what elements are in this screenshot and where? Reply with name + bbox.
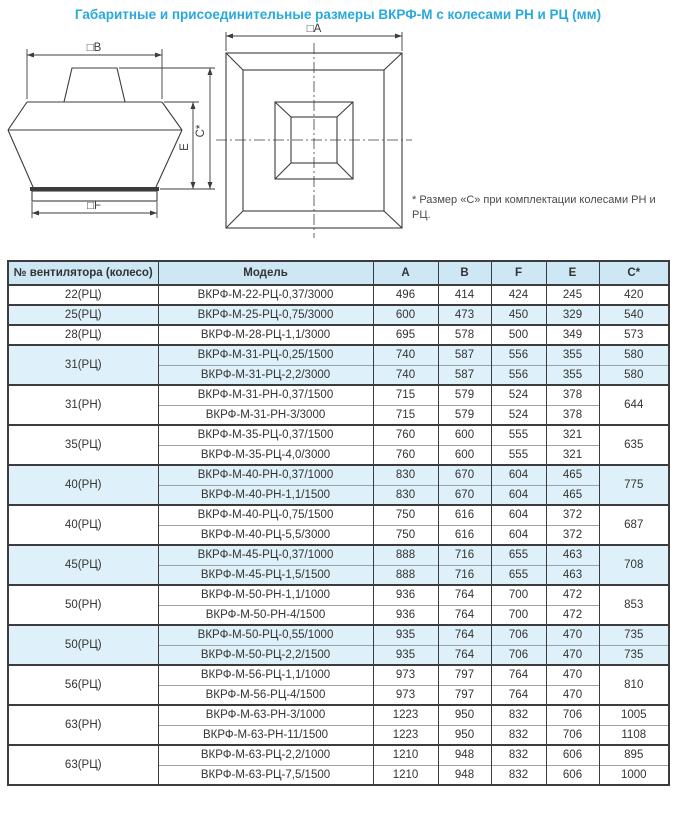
table-row [8,585,669,605]
dim-b-cell: 716 [438,545,491,565]
page-title: Габаритные и присоединительные размеры ВКРФ-М с колесами РН и РЦ (мм) [74,7,602,22]
model-cell: ВКРФ-М-50-РН-4/1500 [158,605,373,625]
dim-e-cell: 245 [546,285,599,305]
dim-e-cell: 378 [546,385,599,405]
table-row [8,425,669,445]
dim-f-cell: 604 [491,465,546,485]
dim-a-cell: 760 [373,425,438,445]
dim-label-a: □A [306,23,322,35]
table-row [8,305,669,325]
model-cell: ВКРФ-М-45-РЦ-0,37/1000 [158,545,373,565]
footnote: * Размер «С» при комплектации колесами РН и РЦ. [412,194,656,221]
dim-label-e: E [179,143,191,151]
model-cell: ВКРФ-М-35-РЦ-4,0/3000 [158,445,373,465]
model-cell: ВКРФ-М-45-РЦ-1,5/1500 [158,565,373,585]
dim-b-cell: 764 [438,585,491,605]
dim-a-cell: 973 [373,665,438,685]
dim-a-cell: 715 [373,385,438,405]
dim-b-cell: 950 [438,705,491,725]
dim-b-cell: 797 [438,685,491,705]
dim-b-cell: 950 [438,725,491,745]
motor-cap-outline [64,68,125,102]
dim-c-cell: 644 [599,385,669,425]
model-cell: ВКРФ-М-31-РН-3/3000 [158,405,373,425]
dim-f-cell: 604 [491,485,546,505]
dim-b-cell: 414 [438,285,491,305]
dim-f-cell: 500 [491,325,546,345]
dim-c-cell: 420 [599,285,669,305]
model-cell: ВКРФ-М-50-РЦ-2,2/1500 [158,645,373,665]
dim-e-cell: 372 [546,505,599,525]
dim-a-cell: 935 [373,625,438,645]
dim-b-cell: 716 [438,565,491,585]
dim-b-cell: 670 [438,465,491,485]
dim-e-cell: 470 [546,625,599,645]
dim-b-cell: 764 [438,605,491,625]
dim-b-cell: 764 [438,645,491,665]
dim-a-cell: 600 [373,305,438,325]
dim-f-cell: 706 [491,625,546,645]
dim-b-cell: 797 [438,665,491,685]
dim-c-cell: 687 [599,505,669,545]
dim-f-cell: 524 [491,385,546,405]
dimension-c [119,68,215,189]
dim-c-cell: 573 [599,325,669,345]
dim-f-cell: 700 [491,605,546,625]
model-cell: ВКРФ-М-31-РН-0,37/1500 [158,385,373,405]
dim-a-cell: 936 [373,605,438,625]
dim-a-cell: 760 [373,445,438,465]
dim-f-cell: 655 [491,565,546,585]
model-cell: ВКРФ-М-56-РЦ-4/1500 [158,685,373,705]
dim-f-cell: 524 [491,405,546,425]
dim-f-cell: 556 [491,345,546,365]
dim-a-cell: 830 [373,465,438,485]
dim-f-cell: 764 [491,665,546,685]
model-cell: ВКРФ-М-63-РН-3/1000 [158,705,373,725]
dimension-b [27,42,162,99]
dim-c-cell: 580 [599,365,669,385]
dim-e-cell: 606 [546,745,599,765]
dim-e-cell: 463 [546,565,599,585]
wheel-cell: 63(РЦ) [8,745,158,785]
wheel-cell: 50(РН) [8,585,158,625]
model-cell: ВКРФ-М-63-РН-11/1500 [158,725,373,745]
wheel-cell: 25(РЦ) [8,305,158,325]
wheel-cell: 63(РН) [8,705,158,745]
dim-f-cell: 604 [491,505,546,525]
dim-a-cell: 1223 [373,705,438,725]
dim-a-cell: 740 [373,365,438,385]
dim-c-cell: 635 [599,425,669,465]
dim-a-cell: 496 [373,285,438,305]
dim-b-cell: 587 [438,345,491,365]
dim-a-cell: 750 [373,525,438,545]
dim-a-cell: 750 [373,505,438,525]
table-row [8,545,669,565]
table-row [8,325,669,345]
dim-e-cell: 472 [546,605,599,625]
model-cell: ВКРФ-М-31-РЦ-2,2/3000 [158,365,373,385]
table-row [8,625,669,645]
dim-a-cell: 936 [373,585,438,605]
dim-f-cell: 604 [491,525,546,545]
dim-f-cell: 832 [491,745,546,765]
dim-e-cell: 470 [546,645,599,665]
header-wheel: № вентилятора (колесо) [8,261,158,285]
dim-e-cell: 355 [546,345,599,365]
wheel-cell: 28(РЦ) [8,325,158,345]
dim-label-b: □B [86,42,102,54]
model-cell: ВКРФ-М-40-РН-0,37/1000 [158,465,373,485]
dim-e-cell: 465 [546,465,599,485]
dim-c-cell: 810 [599,665,669,705]
model-cell: ВКРФ-М-28-РЦ-1,1/3000 [158,325,373,345]
dim-c-cell: 1000 [599,765,669,785]
dim-f-cell: 832 [491,765,546,785]
wheel-cell: 45(РЦ) [8,545,158,585]
dim-b-cell: 600 [438,445,491,465]
dim-f-cell: 764 [491,685,546,705]
dim-e-cell: 329 [546,305,599,325]
dim-e-cell: 470 [546,685,599,705]
dim-label-f: □F [87,200,101,212]
dim-e-cell: 321 [546,445,599,465]
model-cell: ВКРФ-М-31-РЦ-0,25/1500 [158,345,373,365]
dim-a-cell: 830 [373,485,438,505]
dim-b-cell: 579 [438,405,491,425]
table-row [8,285,669,305]
table-row [8,505,669,525]
header-c: C* [599,261,669,285]
dim-e-cell: 463 [546,545,599,565]
dim-f-cell: 450 [491,305,546,325]
dimension-e [164,102,199,189]
header-f: F [491,261,546,285]
dim-f-cell: 655 [491,545,546,565]
dim-e-cell: 372 [546,525,599,545]
dim-a-cell: 695 [373,325,438,345]
dim-e-cell: 606 [546,765,599,785]
header-model: Модель [158,261,373,285]
table-row [8,465,669,485]
dim-a-cell: 740 [373,345,438,365]
table-row [8,385,669,405]
model-cell: ВКРФ-М-25-РЦ-0,75/3000 [158,305,373,325]
model-cell: ВКРФ-М-40-РЦ-5,5/3000 [158,525,373,545]
dim-f-cell: 706 [491,645,546,665]
dimension-f [32,200,157,218]
dim-c-cell: 853 [599,585,669,625]
dim-c-cell: 1108 [599,725,669,745]
table-row [8,665,669,685]
model-cell: ВКРФ-М-50-РЦ-0,55/1000 [158,625,373,645]
dim-a-cell: 1210 [373,765,438,785]
model-cell: ВКРФ-М-40-РН-1,1/1500 [158,485,373,505]
dim-f-cell: 555 [491,445,546,465]
dim-c-cell: 1005 [599,705,669,725]
model-cell: ВКРФ-М-63-РЦ-2,2/1000 [158,745,373,765]
dim-b-cell: 948 [438,765,491,785]
wheel-cell: 40(РН) [8,465,158,505]
dim-a-cell: 888 [373,545,438,565]
dim-b-cell: 578 [438,325,491,345]
dim-c-cell: 540 [599,305,669,325]
dim-b-cell: 616 [438,505,491,525]
dim-f-cell: 832 [491,705,546,725]
table-row [8,705,669,725]
dim-a-cell: 973 [373,685,438,705]
model-cell: ВКРФ-М-63-РЦ-7,5/1500 [158,765,373,785]
dim-c-cell: 895 [599,745,669,765]
dim-a-cell: 1223 [373,725,438,745]
side-view [8,42,215,218]
dim-f-cell: 424 [491,285,546,305]
wheel-cell: 31(РЦ) [8,345,158,385]
table-header-row [8,261,669,285]
dim-c-cell: 580 [599,345,669,365]
model-cell: ВКРФ-М-22-РЦ-0,37/3000 [158,285,373,305]
header-b: B [438,261,491,285]
dim-f-cell: 555 [491,425,546,445]
dim-a-cell: 888 [373,565,438,585]
dim-label-c: C* [195,124,207,138]
dim-e-cell: 321 [546,425,599,445]
model-cell: ВКРФ-М-50-РН-1,1/1000 [158,585,373,605]
wheel-cell: 50(РЦ) [8,625,158,665]
technical-drawings [0,23,676,238]
dim-c-cell: 735 [599,645,669,665]
dim-a-cell: 935 [373,645,438,665]
dim-e-cell: 378 [546,405,599,425]
dim-b-cell: 670 [438,485,491,505]
dim-b-cell: 764 [438,625,491,645]
dimensions-table [7,260,670,786]
dim-f-cell: 832 [491,725,546,745]
dim-e-cell: 465 [546,485,599,505]
dim-b-cell: 587 [438,365,491,385]
model-cell: ВКРФ-М-35-РЦ-0,37/1500 [158,425,373,445]
dim-b-cell: 600 [438,425,491,445]
dim-c-cell: 708 [599,545,669,585]
dim-b-cell: 948 [438,745,491,765]
table-row [8,345,669,365]
dim-b-cell: 616 [438,525,491,545]
dim-e-cell: 349 [546,325,599,345]
dim-b-cell: 579 [438,385,491,405]
dim-c-cell: 775 [599,465,669,505]
wheel-cell: 56(РЦ) [8,665,158,705]
dim-e-cell: 706 [546,705,599,725]
dim-f-cell: 700 [491,585,546,605]
inner-frame-square [243,70,384,211]
dim-a-cell: 1210 [373,745,438,765]
flange [30,187,159,191]
dim-b-cell: 473 [438,305,491,325]
model-cell: ВКРФ-М-56-РЦ-1,1/1000 [158,665,373,685]
dim-e-cell: 355 [546,365,599,385]
dim-e-cell: 472 [546,585,599,605]
dim-e-cell: 470 [546,665,599,685]
wheel-cell: 35(РЦ) [8,425,158,465]
table-row [8,745,669,765]
wheel-cell: 31(РН) [8,385,158,425]
dim-a-cell: 715 [373,405,438,425]
dim-c-cell: 735 [599,625,669,645]
top-view [216,23,412,238]
wheel-cell: 40(РЦ) [8,505,158,545]
dim-e-cell: 706 [546,725,599,745]
wheel-cell: 22(РЦ) [8,285,158,305]
dim-f-cell: 556 [491,365,546,385]
header-a: A [373,261,438,285]
header-e: E [546,261,599,285]
model-cell: ВКРФ-М-40-РЦ-0,75/1500 [158,505,373,525]
